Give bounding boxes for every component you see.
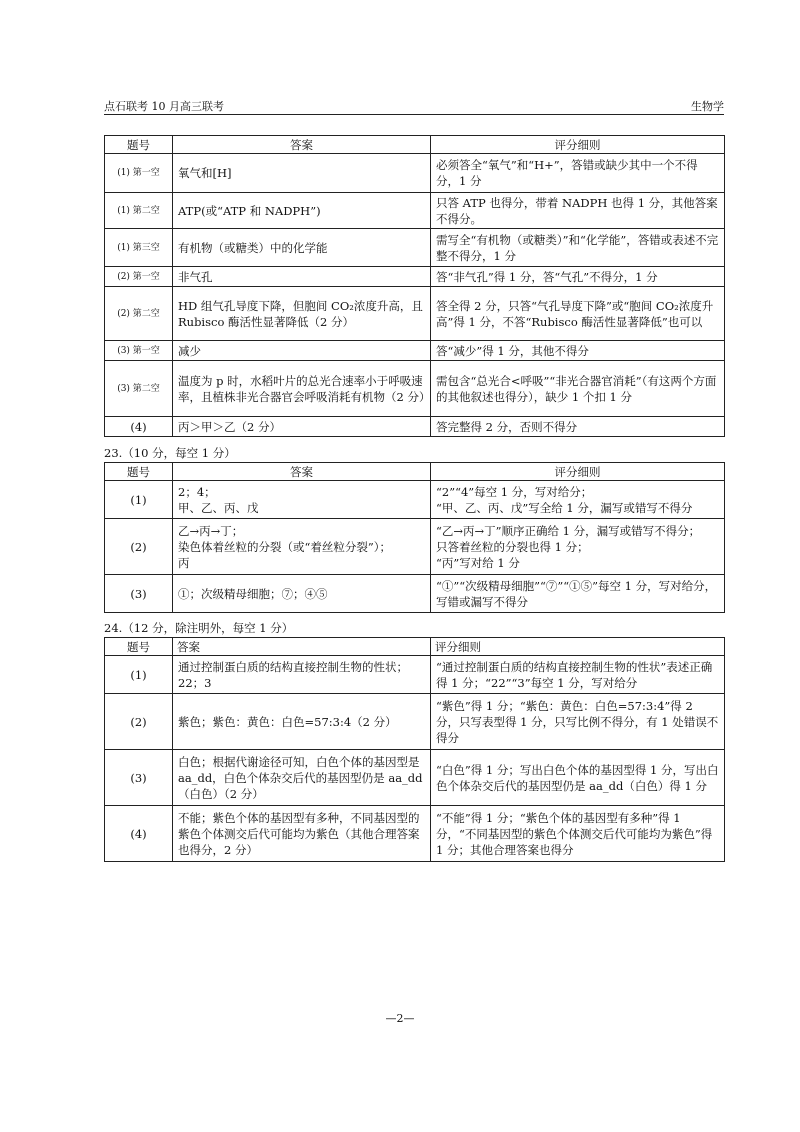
section-title-23: 23.（10 分，每空 1 分） [104, 446, 236, 460]
answer-table-22 [104, 135, 725, 437]
section-title-24: 24.（12 分，除注明外，每空 1 分） [104, 621, 294, 635]
rule-cell: 需包含“总光合<呼吸”“非光合器官消耗”（有这两个方面的其他叙述也得分），缺少 1 个扣 1 分 [431, 361, 725, 417]
col-header-num: 题号 [105, 463, 173, 481]
table-row [105, 341, 725, 361]
rule-cell: 答“减少”得 1 分，其他不得分 [431, 341, 725, 361]
subject-label: 生物学 [691, 100, 724, 113]
question-number: (1) [105, 481, 173, 519]
page-number: —2— [385, 1012, 415, 1025]
col-header-rule: 评分细则 [431, 463, 725, 481]
question-number: (2) [105, 694, 173, 750]
question-number: (1) 第三空 [105, 229, 173, 267]
question-number: (3) [105, 750, 173, 806]
table-row [105, 229, 725, 267]
question-number: (1) 第一空 [105, 154, 173, 193]
table-header-row [105, 136, 725, 154]
col-header-num: 题号 [105, 136, 173, 154]
table-row [105, 806, 725, 862]
answer-cell [173, 519, 431, 575]
rule-cell: “白色”得 1 分；写出白色个体的基因型得 1 分，写出白色个体杂交后代的基因型仍是 aa_dd（白色）得 1 分 [431, 750, 725, 806]
rule-cell: “通过控制蛋白质的结构直接控制生物的性状”表述正确得 1 分；“22”“3”每空 1 分，写对给分 [431, 656, 725, 694]
answer-cell: 氧气和[H] [173, 154, 431, 193]
rule-line: “①”“次级精母细胞”“⑦”“①⑤”每空 1 分，写对给分，写错或漏写不得分 [436, 578, 717, 609]
answer-line: 染色体着丝粒的分裂（或“着丝粒分裂”）； [178, 539, 392, 554]
answer-cell: 紫色；紫色：黄色：白色=57:3:4（2 分） [173, 694, 431, 750]
rule-cell [431, 519, 725, 575]
col-header-num: 题号 [105, 638, 173, 656]
answer-cell: 有机物（或糖类）中的化学能 [173, 229, 431, 267]
answer-cell [173, 575, 431, 613]
rule-cell: 答全得 2 分，只答“气孔导度下降”或“胞间 CO₂浓度升高”得 1 分，不答“Rubisco 酶活性显著降低”也可以 [431, 287, 725, 341]
rule-line: “乙→丙→丁”顺序正确给 1 分，漏写或错写不得分； [436, 523, 701, 538]
answer-line: 甲、乙、丙、戊 [178, 500, 259, 515]
answer-line: ①；次级精母细胞；⑦；④⑤ [178, 586, 328, 601]
rule-cell: 答“非气孔”得 1 分，答“气孔”不得分，1 分 [431, 267, 725, 287]
table-row [105, 361, 725, 417]
answer-cell: 丙＞甲＞乙（2 分） [173, 417, 431, 437]
answer-line: 2；4； [178, 484, 216, 499]
answer-table-23 [104, 462, 725, 613]
answer-cell: 白色；根据代谢途径可知，白色个体的基因型是 aa_dd，白色个体杂交后代的基因型仍是 aa_dd（白色）（2 分） [173, 750, 431, 806]
col-header-answer: 答案 [173, 136, 431, 154]
question-number: (2) [105, 519, 173, 575]
rule-line: “2”“4”每空 1 分，写对给分； [436, 484, 593, 499]
question-number: (1) [105, 656, 173, 694]
page-header [104, 98, 724, 115]
table-row [105, 193, 725, 229]
col-header-answer: 答案 [173, 463, 431, 481]
rule-cell: 需写全“有机物（或糖类）”和“化学能”，答错或表述不完整不得分，1 分 [431, 229, 725, 267]
question-number: (3) [105, 575, 173, 613]
answer-table-24 [104, 637, 725, 862]
question-number: (3) 第二空 [105, 361, 173, 417]
answer-cell: 温度为 p 时，水稻叶片的总光合速率小于呼吸速率，且植株非光合器官会呼吸消耗有机物（2 分） [173, 361, 431, 417]
answer-cell: 通过控制蛋白质的结构直接控制生物的性状；22；3 [173, 656, 431, 694]
rule-cell [431, 575, 725, 613]
rule-line: “甲、乙、丙、戊”写全给 1 分，漏写或错写不得分 [436, 500, 693, 515]
rule-cell: 只答 ATP 也得分，带着 NADPH 也得 1 分，其他答案不得分。 [431, 193, 725, 229]
col-header-answer: 答案 [173, 638, 431, 656]
table-row [105, 267, 725, 287]
rule-line: “丙”写对给 1 分 [436, 555, 520, 570]
question-number: (1) 第二空 [105, 193, 173, 229]
exam-title: 点石联考 10 月高三联考 [104, 100, 224, 113]
question-number: (2) 第二空 [105, 287, 173, 341]
table-row [105, 575, 725, 613]
answer-cell: 减少 [173, 341, 431, 361]
rule-line: 只答着丝粒的分裂也得 1 分； [436, 539, 589, 554]
question-number: (4) [105, 417, 173, 437]
table-row [105, 154, 725, 193]
table-row [105, 694, 725, 750]
answer-cell: HD 组气孔导度下降，但胞间 CO₂浓度升高，且 Rubisco 酶活性显著降低（2 分） [173, 287, 431, 341]
rule-cell: “不能”得 1 分；“紫色个体的基因型有多种”得 1 分，“不同基因型的紫色个体测交后代可能均为紫色”得 1 分；其他合理答案也得分 [431, 806, 725, 862]
rule-cell: “紫色”得 1 分；“紫色：黄色：白色=57:3:4”得 2 分，只写表型得 1 分，只写比例不得分，有 1 处错误不得分 [431, 694, 725, 750]
table-header-row [105, 463, 725, 481]
answer-cell: ATP(或“ATP 和 NADPH”) [173, 193, 431, 229]
answer-line: 丙 [178, 555, 190, 570]
table-row [105, 417, 725, 437]
answer-cell: 不能；紫色个体的基因型有多种，不同基因型的紫色个体测交后代可能均为紫色（其他合理答案也得分，2 分） [173, 806, 431, 862]
table-row [105, 287, 725, 341]
rule-cell [431, 481, 725, 519]
col-header-rule: 评分细则 [431, 136, 725, 154]
answer-cell [173, 481, 431, 519]
table-row [105, 750, 725, 806]
col-header-rule: 评分细则 [431, 638, 725, 656]
rule-cell: 必须答全“氧气”和“H+”，答错或缺少其中一个不得分，1 分 [431, 154, 725, 193]
table-row [105, 656, 725, 694]
table-header-row [105, 638, 725, 656]
table-row [105, 481, 725, 519]
table-row [105, 519, 725, 575]
rule-cell: 答完整得 2 分，否则不得分 [431, 417, 725, 437]
question-number: (3) 第一空 [105, 341, 173, 361]
answer-line: 乙→丙→丁； [178, 523, 244, 538]
question-number: (4) [105, 806, 173, 862]
question-number: (2) 第一空 [105, 267, 173, 287]
answer-cell: 非气孔 [173, 267, 431, 287]
